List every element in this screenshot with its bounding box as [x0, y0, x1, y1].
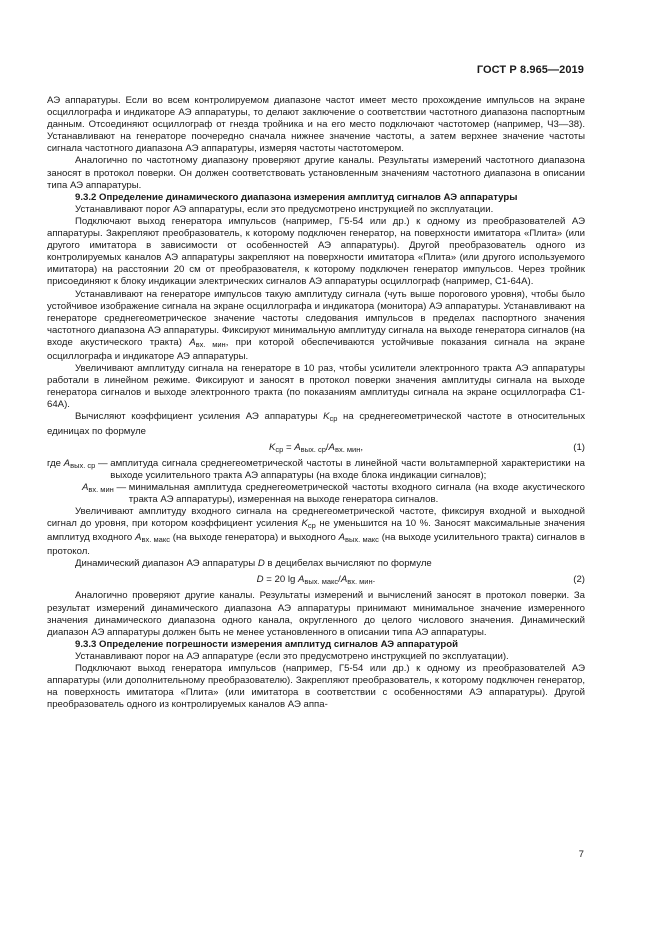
- text-run: (на выходе усилительного тракта) сигналов в протокол.: [47, 532, 585, 558]
- subscript: ср: [329, 414, 338, 424]
- where-item: [47, 458, 585, 482]
- subscript: вх. макс: [141, 535, 170, 545]
- subscript: вых. макс: [345, 535, 379, 545]
- document-body: [47, 95, 585, 711]
- symbol: A: [135, 532, 142, 544]
- symbol: A: [328, 441, 335, 453]
- symbol: A: [294, 441, 301, 453]
- document-code: ГОСТ Р 8.965—2019: [476, 64, 584, 76]
- formula-expression: [47, 439, 585, 458]
- paragraph: [47, 506, 585, 558]
- subscript: вых. макс: [304, 577, 339, 587]
- text-run: Увеличивают амплитуду входного сигнала на среднегеометрической частоте, фиксируя входной и выходной сигнал до уровня, при котором коэффициент усиления: [47, 506, 585, 530]
- subscript: вх. мин: [88, 484, 114, 494]
- text-run: , при которой обеспечиваются устойчивые показания сигнала на экране осциллографа и индикаторе АЭ аппаратуры.: [47, 336, 585, 362]
- subscript: ср: [275, 444, 284, 454]
- text-run: (на выходе генератора) и выходного: [169, 532, 339, 544]
- subscript: вх. мин: [195, 339, 226, 349]
- where-term: [47, 458, 110, 482]
- formula-number: (2): [573, 574, 585, 586]
- section-heading-9-3-2: 9.3.2 Определение динамического диапазона измерения амплитуд сигналов АЭ аппаратуры: [75, 191, 518, 203]
- punctuation: ,: [360, 441, 364, 453]
- subscript: вых. ср: [70, 460, 96, 470]
- where-definition: амплитуда сигнала среднегеометрической частоты в линейной части вольтамперной характеристики на выходе усилительного тракта АЭ аппаратуры (на входе блока индикации сигналов);: [110, 457, 585, 481]
- where-definition: минимальная амплитуда среднегеометрической частоты входного сигнала (на входе акустического тракта АЭ аппаратуры), измеренная на выходе генератора сигналов.: [128, 481, 585, 505]
- symbol: K: [323, 411, 330, 423]
- text-run: не уменьшится на 10 %. Заносят максимальные значения амплитуд входного: [47, 518, 585, 544]
- paragraph: [47, 558, 585, 570]
- operator: /: [338, 574, 341, 586]
- symbol: K: [301, 518, 308, 530]
- paragraph: Аналогично по частотному диапазону проверяют другие каналы. Результаты измерений частотного диапазона заносят в протокол поверки. Он должен соответствовать установленным значениям частотного диапазона в описании типа АЭ аппаратуры.: [47, 155, 585, 191]
- operator: =: [283, 441, 295, 453]
- symbol: A: [63, 457, 71, 469]
- operator: /: [325, 441, 329, 453]
- section-heading-9-3-3: 9.3.3 Определение погрешности измерения амплитуд сигналов АЭ аппаратурой: [75, 638, 459, 650]
- symbol: A: [189, 336, 196, 348]
- paragraph: Аналогично проверяют другие каналы. Результаты измерений и вычислений заносят в протокол поверки. За результат измерений динамического диапазона АЭ аппаратуры принимают минимальное значение измеренного значения динамического диапазона одного канала, округленного до целого числового значения. Динамический диапазон АЭ аппаратуры должен быть не менее установленного в описании типа АЭ аппаратуры.: [47, 590, 585, 638]
- where-item: [47, 482, 585, 506]
- text-run: на среднегеометрической частоте в относительных единицах по формуле: [47, 411, 586, 437]
- symbol: D: [256, 574, 264, 586]
- subscript: ср: [307, 521, 316, 531]
- symbol: A: [298, 574, 305, 586]
- where-list: [47, 458, 585, 506]
- symbol: K: [268, 441, 276, 453]
- where-term: [82, 482, 129, 506]
- text-run: в децибелах вычисляют по формуле: [264, 558, 432, 570]
- dash: —: [113, 481, 129, 493]
- paragraph: АЭ аппаратуры. Если во всем контролируемом диапазоне частот имеет место прохождение импульсов на экране осциллографа и индикаторе АЭ аппаратуры, то делают заключение о соответствии частотного диапазона паспортным данным. Отсоединяют осциллограф от гнезда тройника и на его место подключают частотомер (например, Ч3—38). Устанавливают на генераторе поочередно сначала нижнее значение частоты, а затем верхнее значение частоты сигнала частотного диапазона АЭ аппаратуры, измеряя частоты частотомером.: [47, 95, 585, 155]
- subscript: вых. ср: [300, 444, 326, 454]
- text-run: Устанавливают на генераторе импульсов такую амплитуду сигнала (чуть выше порогового уровня), чтобы было устойчивое изображение сигнала на экране осциллографа и индикатора (монитора) АЭ аппаратуры. Устанавливают на генераторе среднегеометрическое значение частоты следования импульсов в пределах паспортного значения частотного диапазона АЭ аппаратуры. Фиксируют минимальную амплитуду сигнала на выходе генератора сигналов (на входе акустического тракта): [47, 288, 585, 348]
- formula-expression: [47, 571, 585, 590]
- paragraph: Увеличивают амплитуду сигнала на генераторе в 10 раз, чтобы усилители электронного тракта АЭ аппаратуры работали в линейном режиме. Фиксируют и заносят в протокол поверки значения амплитуды сигнала на выходе генератора сигналов и выходе электронного тракта (по показаниям амплитуды сигнала на экране осциллографа С1-64А).: [47, 363, 585, 411]
- text-run: Динамический диапазон АЭ аппаратуры: [75, 558, 258, 570]
- text-run: где: [47, 457, 64, 469]
- symbol: A: [338, 532, 346, 544]
- dash: —: [95, 457, 111, 469]
- paragraph: Подключают выход генератора импульсов (например, Г5-54 или др.) к одному из преобразователей АЭ аппаратуры (или дополнительному преобразователю). Закрепляют преобразователь, к которому подключен генератор, на поверхность имитатора «Плита» (или имитатора в соответствии с особенностями АЭ аппаратуры). Другой преобразователь одного из контролируемых каналов АЭ аппа-: [47, 663, 585, 711]
- punctuation: .: [372, 574, 376, 586]
- page-number: 7: [578, 849, 584, 860]
- paragraph: Устанавливают порог на АЭ аппаратуре (если это предусмотрено инструкцией по эксплуатации).: [75, 650, 509, 662]
- formula-1: [47, 439, 585, 456]
- paragraph: [47, 411, 585, 437]
- subscript: вх. мин: [334, 444, 361, 454]
- symbol: D: [257, 558, 265, 570]
- text-run: Вычисляют коэффициент усиления АЭ аппаратуры: [75, 411, 324, 423]
- symbol: A: [340, 574, 348, 586]
- paragraph: Устанавливают порог АЭ аппаратуры, если это предусмотрено инструкцией по эксплуатации.: [75, 203, 494, 215]
- symbol: A: [82, 481, 89, 493]
- operator: = 20 lg: [263, 574, 299, 586]
- formula-2: [47, 571, 585, 588]
- paragraph: [47, 289, 585, 364]
- paragraph: Подключают выход генератора импульсов (например, Г5-54 или др.) к одному из преобразователей АЭ аппаратуры. Закрепляют преобразователь, к которому подключен генератор, на поверхности имитатора «Плита» (или другого имитатора в зависимости от особенностей АЭ аппаратуры). Другой преобразователь одного из контролируемых каналов АЭ аппаратуры закрепляют на поверхности имитатора «Плита» (или другого используемого имитатора) на расстоянии 20 см от преобразователя, к которому подключен генератор импульсов. Через тройник присоединяют к блоку индикации электрических сигналов АЭ аппаратуры осциллограф (например, С1-64А).: [47, 215, 585, 288]
- subscript: вх. мин: [347, 577, 373, 587]
- formula-number: (1): [573, 441, 585, 453]
